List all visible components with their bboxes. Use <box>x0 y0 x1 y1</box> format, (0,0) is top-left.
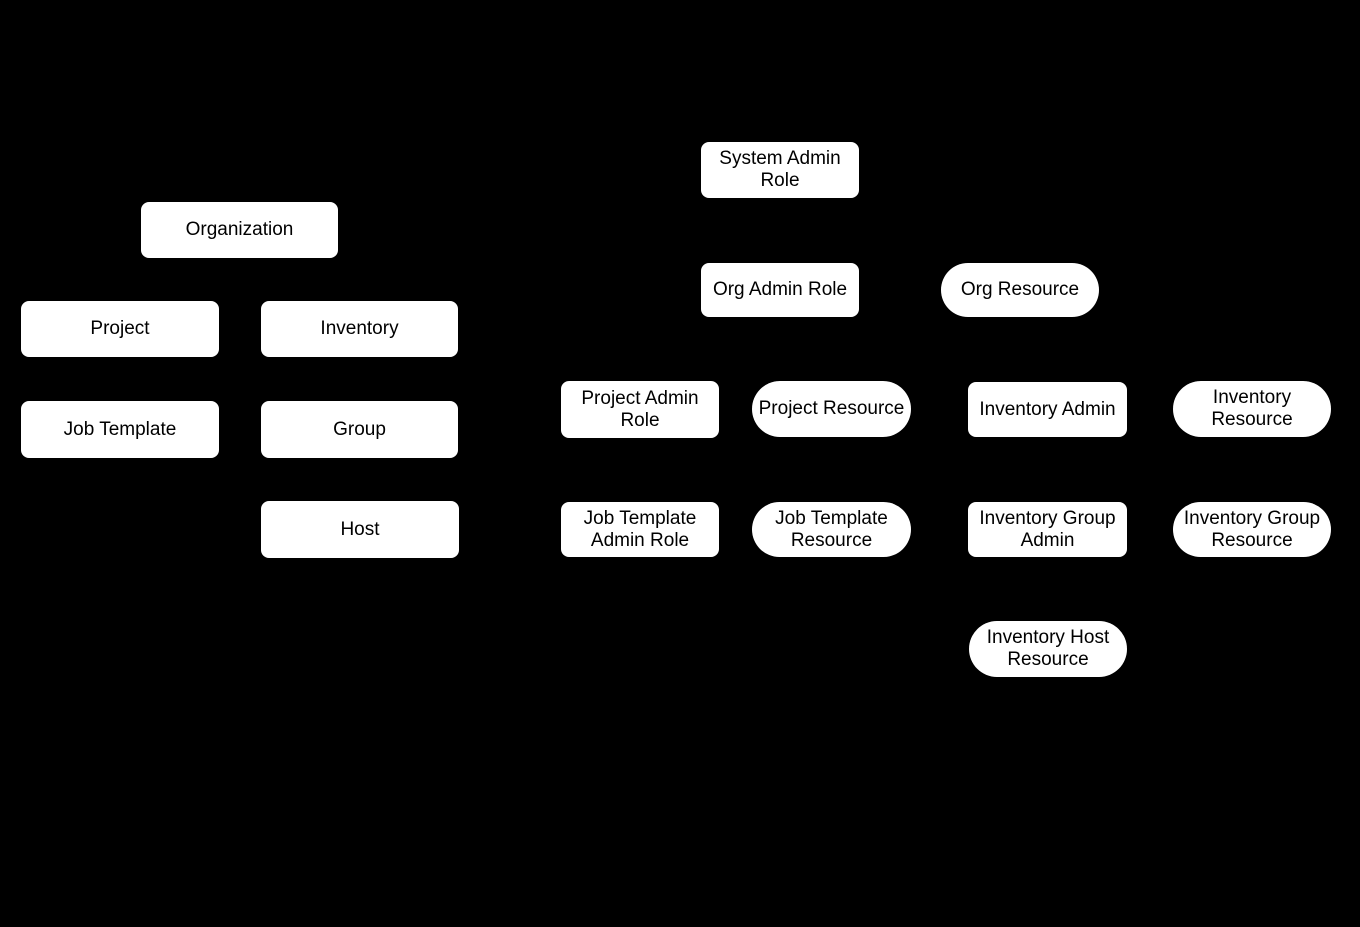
node-label: Org Resource <box>960 279 1080 300</box>
node-label: Role <box>620 409 660 431</box>
node-label: Org Admin Role <box>712 279 848 300</box>
node-label: Project Resource <box>758 398 905 419</box>
node-org-admin-role <box>701 263 859 317</box>
node-label: Admin <box>1020 529 1075 551</box>
node-label: System Admin <box>719 148 841 169</box>
node-host <box>261 501 459 558</box>
node-label: Project <box>90 318 150 339</box>
node-inventory <box>261 301 458 357</box>
node-label: Inventory Group <box>1183 507 1321 529</box>
node-inventory-group-admin <box>968 502 1127 557</box>
node-label: Job Template <box>775 507 888 529</box>
node-label: Job Template <box>583 507 697 529</box>
node-organization <box>141 202 338 258</box>
node-label: Admin Role <box>590 529 690 551</box>
node-label: Inventory Admin <box>979 398 1116 420</box>
node-label: Organization <box>185 219 294 240</box>
node-project-admin-role <box>561 381 719 438</box>
node-label: Resource <box>790 529 873 551</box>
node-inventory-group-resource <box>1173 502 1331 557</box>
node-job-template-resource <box>752 502 911 557</box>
node-label: Resource <box>1007 649 1089 670</box>
node-label: Resource <box>1211 529 1293 551</box>
node-label: Host <box>340 518 380 540</box>
node-project-resource <box>752 381 911 437</box>
node-job-template <box>21 401 219 458</box>
node-label: Group <box>333 418 386 440</box>
node-job-template-admin-role <box>561 502 719 557</box>
node-label: Inventory Group <box>979 507 1116 529</box>
node-project <box>21 301 219 357</box>
node-inventory-admin <box>968 382 1127 437</box>
node-org-resource <box>941 263 1099 317</box>
node-label: Inventory <box>320 318 399 339</box>
node-label: Project Admin <box>581 387 699 409</box>
node-inventory-resource <box>1173 381 1331 437</box>
node-label: Role <box>760 170 800 191</box>
node-group <box>261 401 458 458</box>
node-inventory-host-resource <box>969 621 1127 677</box>
node-label: Job Template <box>63 418 177 440</box>
node-system-admin-role <box>701 142 859 198</box>
node-label: Inventory Host <box>986 627 1110 648</box>
node-label: Resource <box>1211 409 1293 430</box>
node-label: Inventory <box>1212 387 1292 408</box>
